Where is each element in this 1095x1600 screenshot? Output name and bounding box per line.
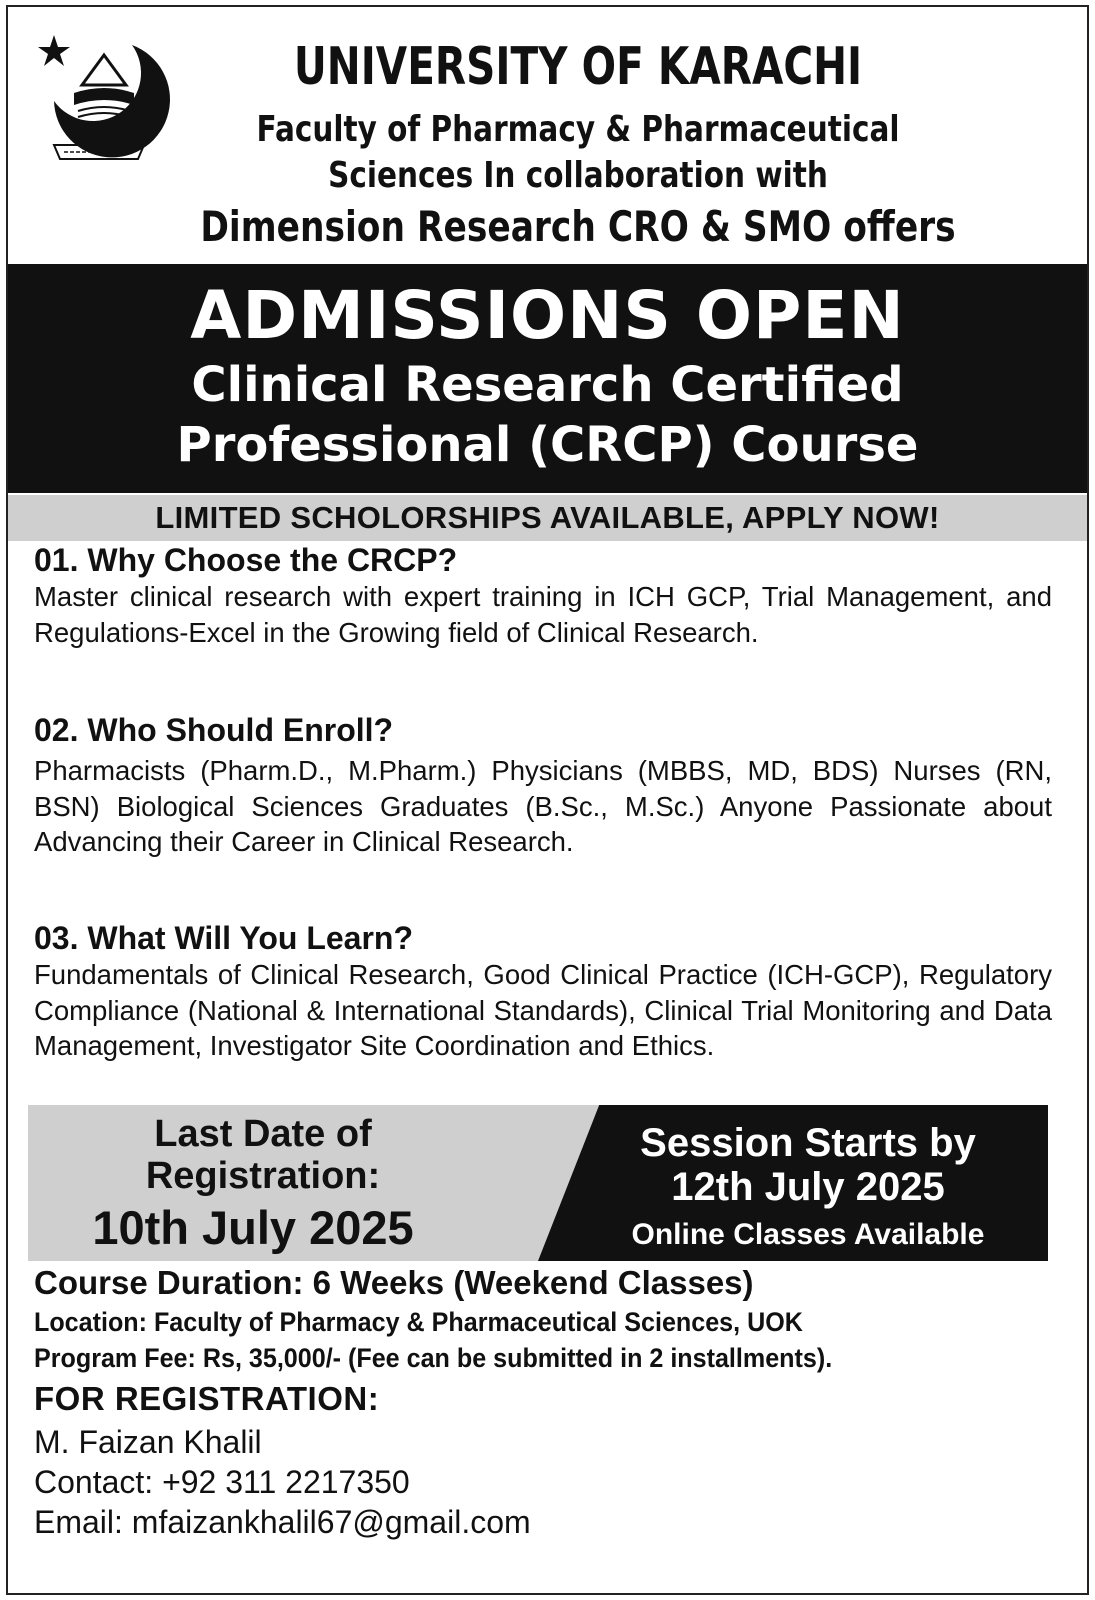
course-duration: Course Duration: 6 Weeks (Weekend Classes) [34, 1264, 754, 1301]
contact-phone: Contact: +92 311 2217350 [34, 1464, 410, 1500]
registration-label: Registration: [145, 1155, 381, 1197]
last-date-value: 10th July 2025 [92, 1201, 414, 1254]
registration-heading: FOR REGISTRATION: [34, 1380, 380, 1417]
session-label: Session Starts by [640, 1121, 976, 1165]
dates-block [28, 1105, 1048, 1261]
section-body: Fundamentals of Clinical Research, Good Clinical Practice (ICH-GCP), Regulatory Compliance (National & International Standards), Clinical Trial Monitoring and Data Management, Investigator Site Coordination and Ethics. [34, 959, 1052, 1061]
admissions-title: ADMISSIONS OPEN [190, 277, 905, 354]
contact-email: Email: mfaizankhalil67@gmail.com [34, 1504, 531, 1540]
course-name-line1: Clinical Research Certified [191, 357, 904, 413]
course-name-line2: Professional (CRCP) Course [176, 417, 919, 473]
university-crest-icon [34, 27, 174, 167]
contact-name: M. Faizan Khalil [34, 1424, 262, 1460]
program-fee: Program Fee: Rs, 35,000/- (Fee can be submitted in 2 installments). [34, 1343, 833, 1373]
advertisement-page [6, 5, 1089, 1595]
section-heading: 02. Who Should Enroll? [34, 712, 394, 748]
university-title: UNIVERSITY OF KARACHI [293, 37, 863, 97]
last-date-label: Last Date of [154, 1113, 372, 1155]
collaboration-line: Sciences In collaboration with [328, 155, 828, 196]
admissions-banner [8, 264, 1087, 493]
section-heading: 03. What Will You Learn? [34, 920, 414, 956]
scholarship-bar: LIMITED SCHOLORSHIPS AVAILABLE, APPLY NOW! [8, 495, 1087, 541]
session-date-value: 12th July 2025 [671, 1165, 945, 1209]
section-body: Master clinical research with expert training in ICH GCP, Trial Management, and Regulations-Excel in the Growing field of Clinical Research. [34, 581, 1052, 648]
header [8, 7, 1087, 264]
faculty-line: Faculty of Pharmacy & Pharmaceutical [256, 109, 900, 150]
course-location: Location: Faculty of Pharmacy & Pharmaceutical Sciences, UOK [34, 1307, 803, 1337]
section-body: Pharmacists (Pharm.D., M.Pharm.) Physicians (MBBS, MD, BDS) Nurses (RN, BSN) Biological Sciences Graduates (B.Sc., M.Sc.) Anyone Passionate about Advancing their Career in Clinical Research. [34, 755, 1052, 857]
section-heading: 01. Why Choose the CRCP? [34, 542, 458, 578]
online-classes-note: Online Classes Available [631, 1218, 985, 1251]
partner-line: Dimension Research CRO & SMO offers [200, 202, 956, 251]
